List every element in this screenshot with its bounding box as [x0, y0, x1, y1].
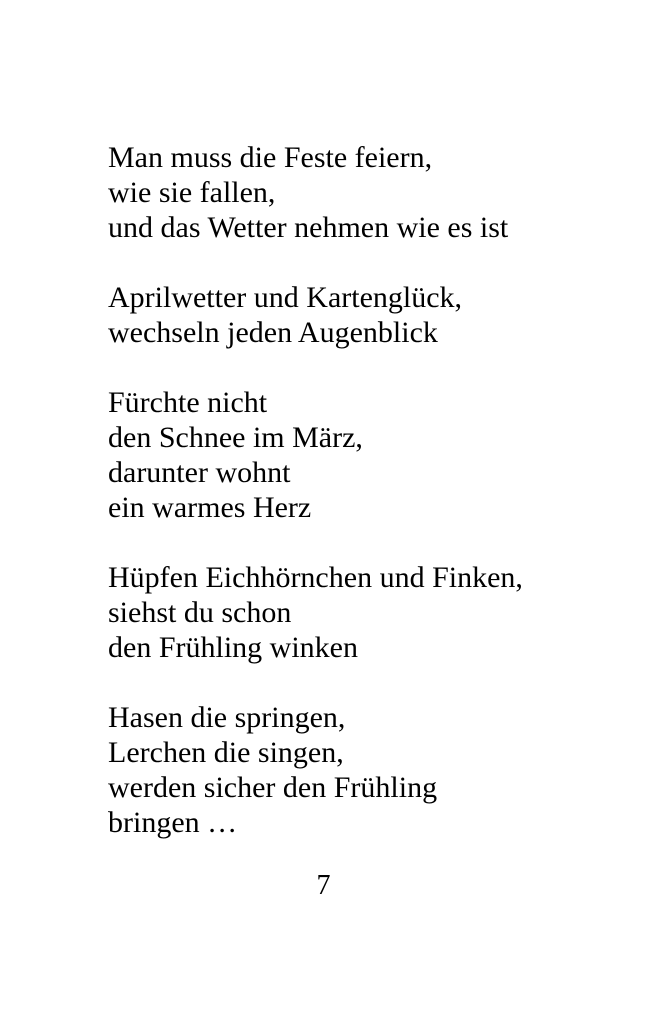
stanza-5	[108, 700, 628, 840]
poem-line: und das Wetter nehmen wie es ist	[108, 211, 509, 244]
stanza-3	[108, 385, 628, 525]
poem-line: wie sie fallen,	[108, 176, 276, 209]
stanza-4	[108, 560, 628, 665]
poem-line: den Frühling winken	[108, 631, 358, 664]
poem-line: Fürchte nicht	[108, 386, 268, 419]
page-number: 7	[316, 870, 331, 901]
poem-line: werden sicher den Frühling	[108, 771, 438, 804]
poem-line: bringen …	[108, 806, 238, 839]
stanza-1	[108, 140, 628, 245]
stanza-2	[108, 280, 628, 350]
poem-line: Man muss die Feste feiern,	[108, 141, 433, 174]
poem-line: wechseln jeden Augenblick	[108, 316, 438, 349]
poem-line: Hüpfen Eichhörnchen und Finken,	[108, 561, 523, 594]
poem-line: den Schnee im März,	[108, 421, 363, 454]
poem-line: Lerchen die singen,	[108, 736, 344, 769]
poem-line: ein warmes Herz	[108, 491, 312, 524]
poem-line: siehst du schon	[108, 596, 292, 629]
poem-line: Aprilwetter und Kartenglück,	[108, 281, 463, 314]
poem	[108, 140, 628, 875]
poem-line: darunter wohnt	[108, 456, 291, 489]
poem-line: Hasen die springen,	[108, 701, 346, 734]
